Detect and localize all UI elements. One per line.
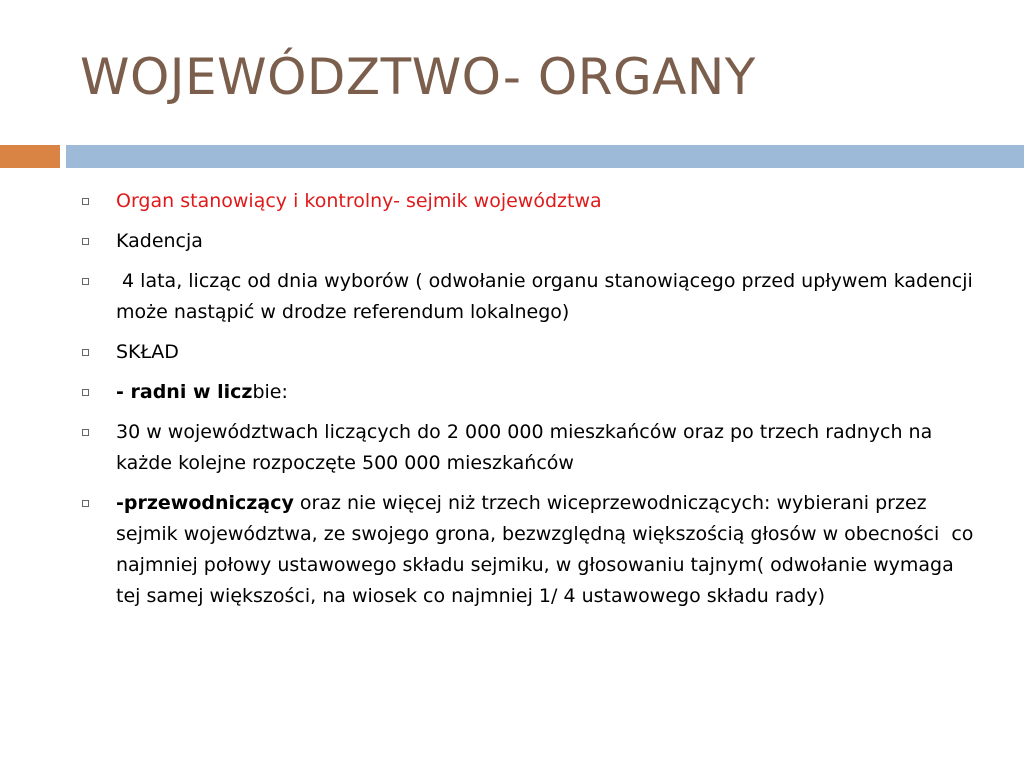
bullet-text: 4 lata, licząc od dnia wyborów ( odwołanie organu stanowiącego przed upływem kadencji może nastąpić w drodze referendum lokalnego) bbox=[116, 270, 979, 323]
slide-title: WOJEWÓDZTWO- ORGANY bbox=[80, 48, 756, 106]
bullet-text: 30 w województwach liczących do 2 000 000 mieszkańców oraz po trzech radnych na każde kolejne rozpoczęte 500 000 mieszkańców bbox=[116, 421, 933, 474]
hollow-square-bullet-icon bbox=[82, 278, 89, 285]
bullet-text: Kadencja bbox=[116, 230, 203, 252]
hollow-square-bullet-icon bbox=[82, 238, 89, 245]
bullet-text-bold: -przewodniczący bbox=[116, 492, 294, 514]
bullet-text-bold: - radni w licz bbox=[116, 381, 253, 403]
bullet-text: bie: bbox=[252, 381, 288, 403]
bullet-item-term bbox=[80, 266, 980, 328]
bullet-item-count bbox=[80, 417, 980, 479]
hollow-square-bullet-icon bbox=[82, 349, 89, 356]
bullet-item-sklad bbox=[80, 337, 980, 368]
bullet-item-organ bbox=[80, 186, 980, 217]
bullet-item-radni bbox=[80, 377, 980, 408]
hollow-square-bullet-icon bbox=[82, 500, 89, 507]
bullet-item-chairman bbox=[80, 488, 980, 612]
bullet-list bbox=[80, 186, 980, 622]
bullet-text: Organ stanowiący i kontrolny- sejmik województwa bbox=[116, 190, 602, 212]
hollow-square-bullet-icon bbox=[82, 429, 89, 436]
bullet-text: SKŁAD bbox=[116, 341, 179, 363]
hollow-square-bullet-icon bbox=[82, 389, 89, 396]
bullet-text: oraz nie więcej niż trzech wiceprzewodniczących: wybierani przez sejmik województwa, ze swojego grona, bezwzględną większością głosów w obecności co najmniej połowy ustawowego składu sejmiku, w głosowaniu tajnym( odwołanie wymaga tej samej większości, na wiosek co najmniej 1/ 4 ustawowego składu rady) bbox=[116, 492, 980, 607]
title-accent-bar bbox=[0, 145, 60, 168]
bullet-item-kadencja bbox=[80, 226, 980, 257]
hollow-square-bullet-icon bbox=[82, 198, 89, 205]
title-divider-bar bbox=[66, 145, 1024, 168]
